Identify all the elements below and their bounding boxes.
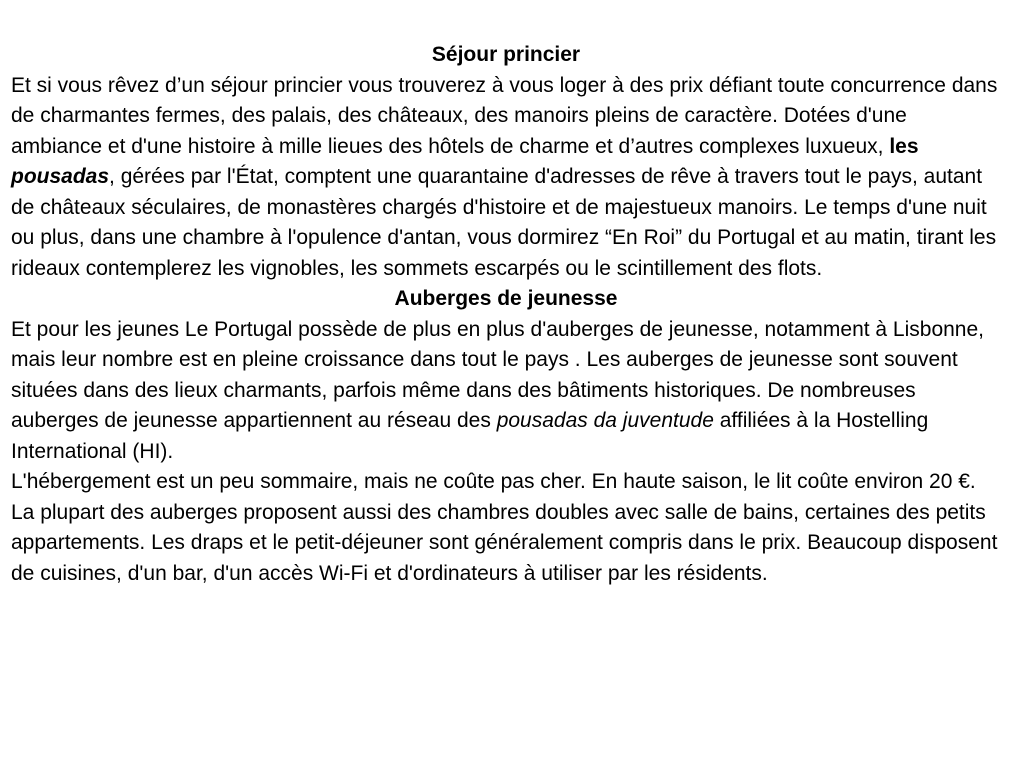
paragraph-hebergement: L'hébergement est un peu sommaire, mais ne coûte pas cher. En haute saison, le lit coûte environ 20 €. La plupart des auberges proposent aussi des chambres doubles avec salle de bains, certaines des petits appartements. Les draps et le petit-déjeuner sont généralement compris dans le prix. Beaucoup disposent de cuisines, d'un bar, d'un accès Wi-Fi et d'ordinateurs à utiliser par les résidents. [11,470,998,585]
heading-auberges-de-jeunesse: Auberges de jeunesse [394,287,618,310]
paragraph-text: , gérées par l'État, comptent une quarantaine d'adresses de rêve à travers tout le pays, autant de châteaux séculaires, de monastères chargés d'histoire et de majestueux manoirs. Le temps d'une nuit ou plus, dans une chambre à l'opulence d'antan, vous dormirez “En Roi” du Portugal et au matin, tirant les rideaux contemplerez les vignobles, les sommets escarpés ou le scintillement des flots. [11,165,997,280]
heading-sejour-princier: Séjour princier [431,43,581,66]
emphasis-les: les [889,134,919,158]
paragraph-text: Et pour les jeunes Le Portugal possède de plus en plus d'auberges de jeunesse, notamment à Lisbonne, mais leur nombre est en pleine croissance dans tout le pays . Les auberges de jeunesse sont souvent situées dans des lieux charmants, parfois même dans des bâtiments historiques. De nombreuses auberges de jeunesse appartiennent au réseau des [11,317,985,432]
emphasis-pousadas: pousadas [11,165,110,188]
paragraph-auberges [11,315,1001,468]
paragraph-sejour-princier [11,71,1001,285]
emphasis-pousadas-da-juventude: pousadas da juventude [496,409,714,432]
paragraph-text: Et si vous rêvez d’un séjour princier vous trouverez à vous loger à des prix défiant toute concurrence dans de charmantes fermes, des palais, des châteaux, des manoirs pleins de caractère. Dotées d'une ambiance et d'une histoire à mille lieues des hôtels de charme et d’autres complexes luxueux, [11,73,998,158]
document-body [11,40,1001,589]
paragraph-text: affiliées à la Hostelling International (HI). [11,409,929,463]
